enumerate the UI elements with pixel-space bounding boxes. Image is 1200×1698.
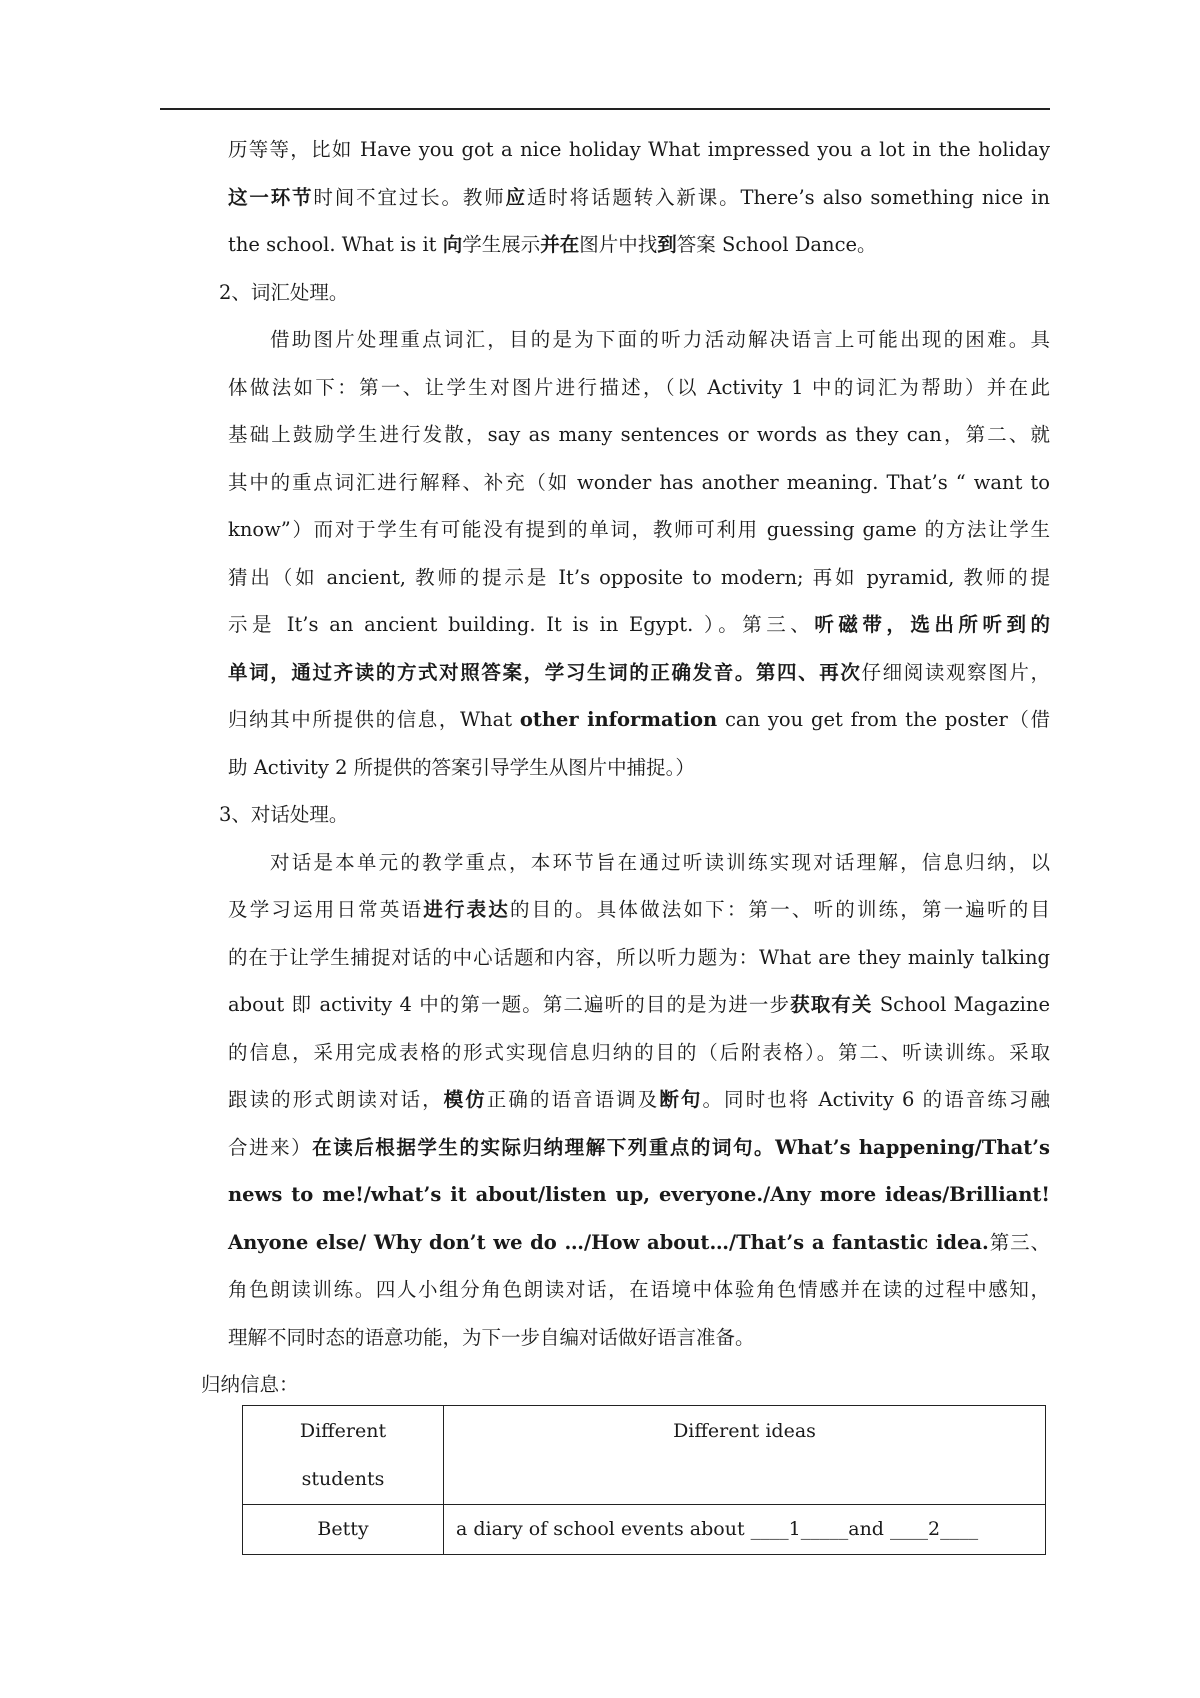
text-segment: 时间不宜过长。教师 xyxy=(313,185,506,209)
text-segment: 图片中找 xyxy=(579,233,658,256)
header-ideas-label: Different ideas xyxy=(673,1420,816,1442)
header-cell-students xyxy=(243,1406,444,1505)
text-line xyxy=(228,506,1050,554)
text-segment: 适时将话题转入新课。There’s also something nice in xyxy=(526,185,1050,209)
text-segment: 模仿 xyxy=(443,1088,487,1111)
text-line xyxy=(228,1076,1050,1124)
text-segment: can you get from the poster（借 xyxy=(717,708,1051,731)
summary-table xyxy=(242,1405,1046,1555)
text-segment: 及学习运用日常英语 xyxy=(228,898,424,921)
text-segment: 猜出（如 ancient, 教师的提示是 It’s opposite to modern; 再如 pyramid, 教师的提 xyxy=(228,565,1050,589)
text-segment: the school. What is it xyxy=(228,233,443,256)
text-line xyxy=(228,981,1050,1029)
text-segment: 到 xyxy=(657,233,677,256)
text-segment: 角色朗读训练。四人小组分角色朗读对话，在语境中体验角色情感并在读的过程中感知， xyxy=(228,1278,1050,1301)
text-segment: 跟读的形式朗读对话， xyxy=(228,1088,444,1111)
text-segment: 在读后根据学生的实际归纳理解下列重点的词句。What’s happening/That’s xyxy=(312,1135,1050,1159)
text-line xyxy=(228,1029,1050,1077)
text-line xyxy=(228,126,1050,174)
text-segment: 并在 xyxy=(540,233,580,256)
text-segment: 历等等，比如 Have you got a nice holiday What impressed you a lot in the holiday xyxy=(228,138,1050,161)
text-line xyxy=(228,839,1050,887)
text-segment: 。同时也将 Activity 6 的语音练习融 xyxy=(702,1088,1050,1111)
text-segment: 3、对话处理。 xyxy=(219,803,349,826)
text-segment: 获取有关 xyxy=(790,993,873,1016)
text-segment: 仔细阅读观察图片， xyxy=(861,660,1050,684)
text-line xyxy=(201,1361,1050,1409)
text-segment: 其中的重点词汇进行解释、补充（如 wonder has another meaning. That’s “ want to xyxy=(228,470,1050,494)
cell-student: Betty xyxy=(243,1505,444,1555)
header-students-line2: students xyxy=(301,1468,385,1490)
text-line xyxy=(228,221,1050,269)
text-segment: 的信息，采用完成表格的形式实现信息归纳的目的（后附表格）。第二、听读训练。采取 xyxy=(228,1040,1050,1064)
text-line xyxy=(228,696,1050,744)
text-segment: 向 xyxy=(442,233,463,256)
text-line xyxy=(228,601,1050,649)
text-line xyxy=(228,316,1050,364)
text-segment: 听磁带，选出所听到的 xyxy=(814,613,1050,636)
table-row xyxy=(243,1505,1046,1555)
cell-idea: a diary of school events about ____1_____and ____2____ xyxy=(444,1505,1046,1555)
text-line xyxy=(228,174,1050,222)
text-segment: 合进来） xyxy=(228,1135,313,1159)
text-line xyxy=(219,269,1050,317)
text-segment: 体做法如下：第一、让学生对图片进行描述，（以 Activity 1 中的词汇为帮助）并在此 xyxy=(228,375,1050,399)
header-cell-ideas xyxy=(444,1406,1046,1505)
text-segment: 学生展示 xyxy=(462,233,541,256)
text-segment: 答案 School Dance。 xyxy=(676,233,877,256)
text-segment: 归纳信息： xyxy=(201,1373,299,1396)
text-segment: know”）而对于学生有可能没有提到的单词，教师可利用 guessing game 的方法让学生 xyxy=(228,518,1050,541)
text-segment: 第三、 xyxy=(988,1230,1050,1254)
header-rule xyxy=(160,108,1050,110)
text-segment: 归纳其中所提供的信息，What xyxy=(228,708,520,731)
text-line xyxy=(228,554,1050,602)
text-line xyxy=(228,1171,1050,1219)
text-line xyxy=(228,364,1050,412)
text-line xyxy=(228,411,1050,459)
text-line xyxy=(228,1314,1050,1362)
text-segment: 的在于让学生捕捉对话的中心话题和内容，所以听力题为：What are they mainly talking xyxy=(228,945,1050,969)
text-segment: 2、词汇处理。 xyxy=(219,280,349,304)
text-line xyxy=(228,744,1050,792)
text-line xyxy=(219,791,1050,839)
text-segment: 借助图片处理重点词汇，目的是为下面的听力活动解决语言上可能出现的困难。具 xyxy=(270,328,1050,351)
text-segment: 对话是本单元的教学重点，本环节旨在通过听读训练实现对话理解，信息归纳，以 xyxy=(270,850,1050,874)
text-line xyxy=(228,1266,1050,1314)
document-body xyxy=(201,126,1051,1409)
text-segment: 这一环节 xyxy=(228,185,314,209)
text-segment: 基础上鼓励学生进行发散，say as many sentences or words as they can，第二、就 xyxy=(228,423,1050,446)
text-segment: 理解不同时态的语意功能，为下一步自编对话做好语言准备。 xyxy=(228,1325,755,1349)
text-segment: 正确的语音语调及 xyxy=(486,1088,660,1111)
text-line xyxy=(228,459,1050,507)
table-header-row xyxy=(243,1406,1046,1505)
text-segment: 单词，通过齐读的方式对照答案，学习生词的正确发音。第四、再次 xyxy=(228,660,862,684)
text-line xyxy=(228,1124,1050,1172)
text-segment: School Magazine xyxy=(872,993,1050,1016)
text-line xyxy=(228,934,1050,982)
text-segment: 断句 xyxy=(659,1088,703,1111)
text-segment: 应 xyxy=(505,185,527,209)
text-line xyxy=(228,886,1050,934)
text-segment: 助 Activity 2 所提供的答案引导学生从图片中捕捉。） xyxy=(228,755,695,779)
header-students-line1: Different xyxy=(299,1420,387,1442)
text-segment: Anyone else/ Why don’t we do …/How about…/That’s a fantastic idea. xyxy=(228,1230,989,1254)
text-segment: 进行表达 xyxy=(423,898,510,921)
text-segment: news to me!/what’s it about/listen up, everyone./Any more ideas/Brilliant! xyxy=(228,1183,1050,1206)
text-segment: 的目的。具体做法如下：第一、听的训练，第一遍听的目 xyxy=(509,898,1050,921)
text-line xyxy=(228,649,1050,697)
text-segment: about 即 activity 4 中的第一题。第二遍听的目的是为进一步 xyxy=(228,993,791,1016)
text-line xyxy=(228,1219,1050,1267)
text-segment: other information xyxy=(519,708,718,731)
text-segment: 示是 It’s an ancient building. It is in Egypt. ）。第三、 xyxy=(228,613,815,636)
